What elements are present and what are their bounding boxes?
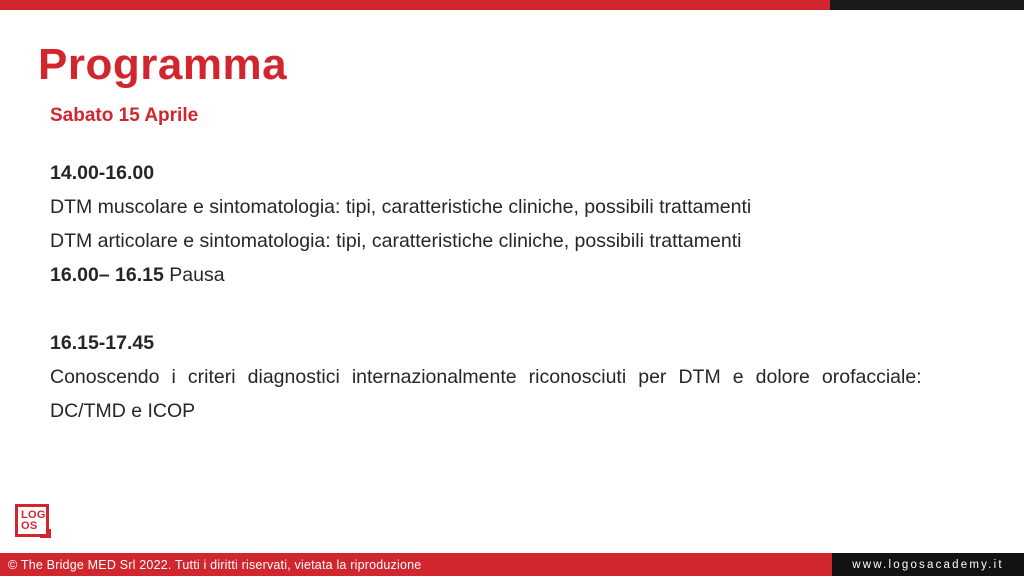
schedule-body bbox=[50, 156, 965, 428]
top-accent-bar-black-segment bbox=[830, 0, 1024, 10]
session2-line1: Conoscendo i criteri diagnostici internazionalmente riconosciuti per DTM e dolore orofacciale: bbox=[50, 366, 922, 388]
session1-line1: DTM muscolare e sintomatologia: tipi, caratteristiche cliniche, possibili trattamenti bbox=[50, 196, 752, 218]
logo-text-line1: LOG bbox=[21, 509, 46, 521]
top-accent-bar bbox=[0, 0, 1024, 10]
footer-website-box bbox=[832, 553, 1024, 576]
logo-corner-flap bbox=[40, 529, 51, 538]
section-spacer bbox=[50, 292, 965, 326]
logo-text-line2: OS bbox=[21, 520, 38, 532]
logos-logo bbox=[15, 504, 49, 537]
pause-row bbox=[50, 258, 965, 292]
slide-subtitle-date: Sabato 15 Aprile bbox=[50, 105, 199, 126]
session2-time: 16.15-17.45 bbox=[50, 332, 155, 354]
pause-time: 16.00– 16.15 bbox=[50, 264, 164, 286]
footer-bar bbox=[0, 553, 832, 576]
footer-website-link[interactable]: www.logosacademy.it bbox=[852, 558, 1004, 571]
session1-line2: DTM articolare e sintomatologia: tipi, caratteristiche cliniche, possibili trattamenti bbox=[50, 230, 742, 252]
session1-time: 14.00-16.00 bbox=[50, 162, 155, 184]
session2-line2: DC/TMD e ICOP bbox=[50, 400, 196, 422]
pause-label: Pausa bbox=[169, 264, 225, 286]
footer-copyright: © The Bridge MED Srl 2022. Tutti i diritti riservati, vietata la riproduzione bbox=[8, 557, 422, 572]
page-title: Programma bbox=[38, 40, 288, 89]
